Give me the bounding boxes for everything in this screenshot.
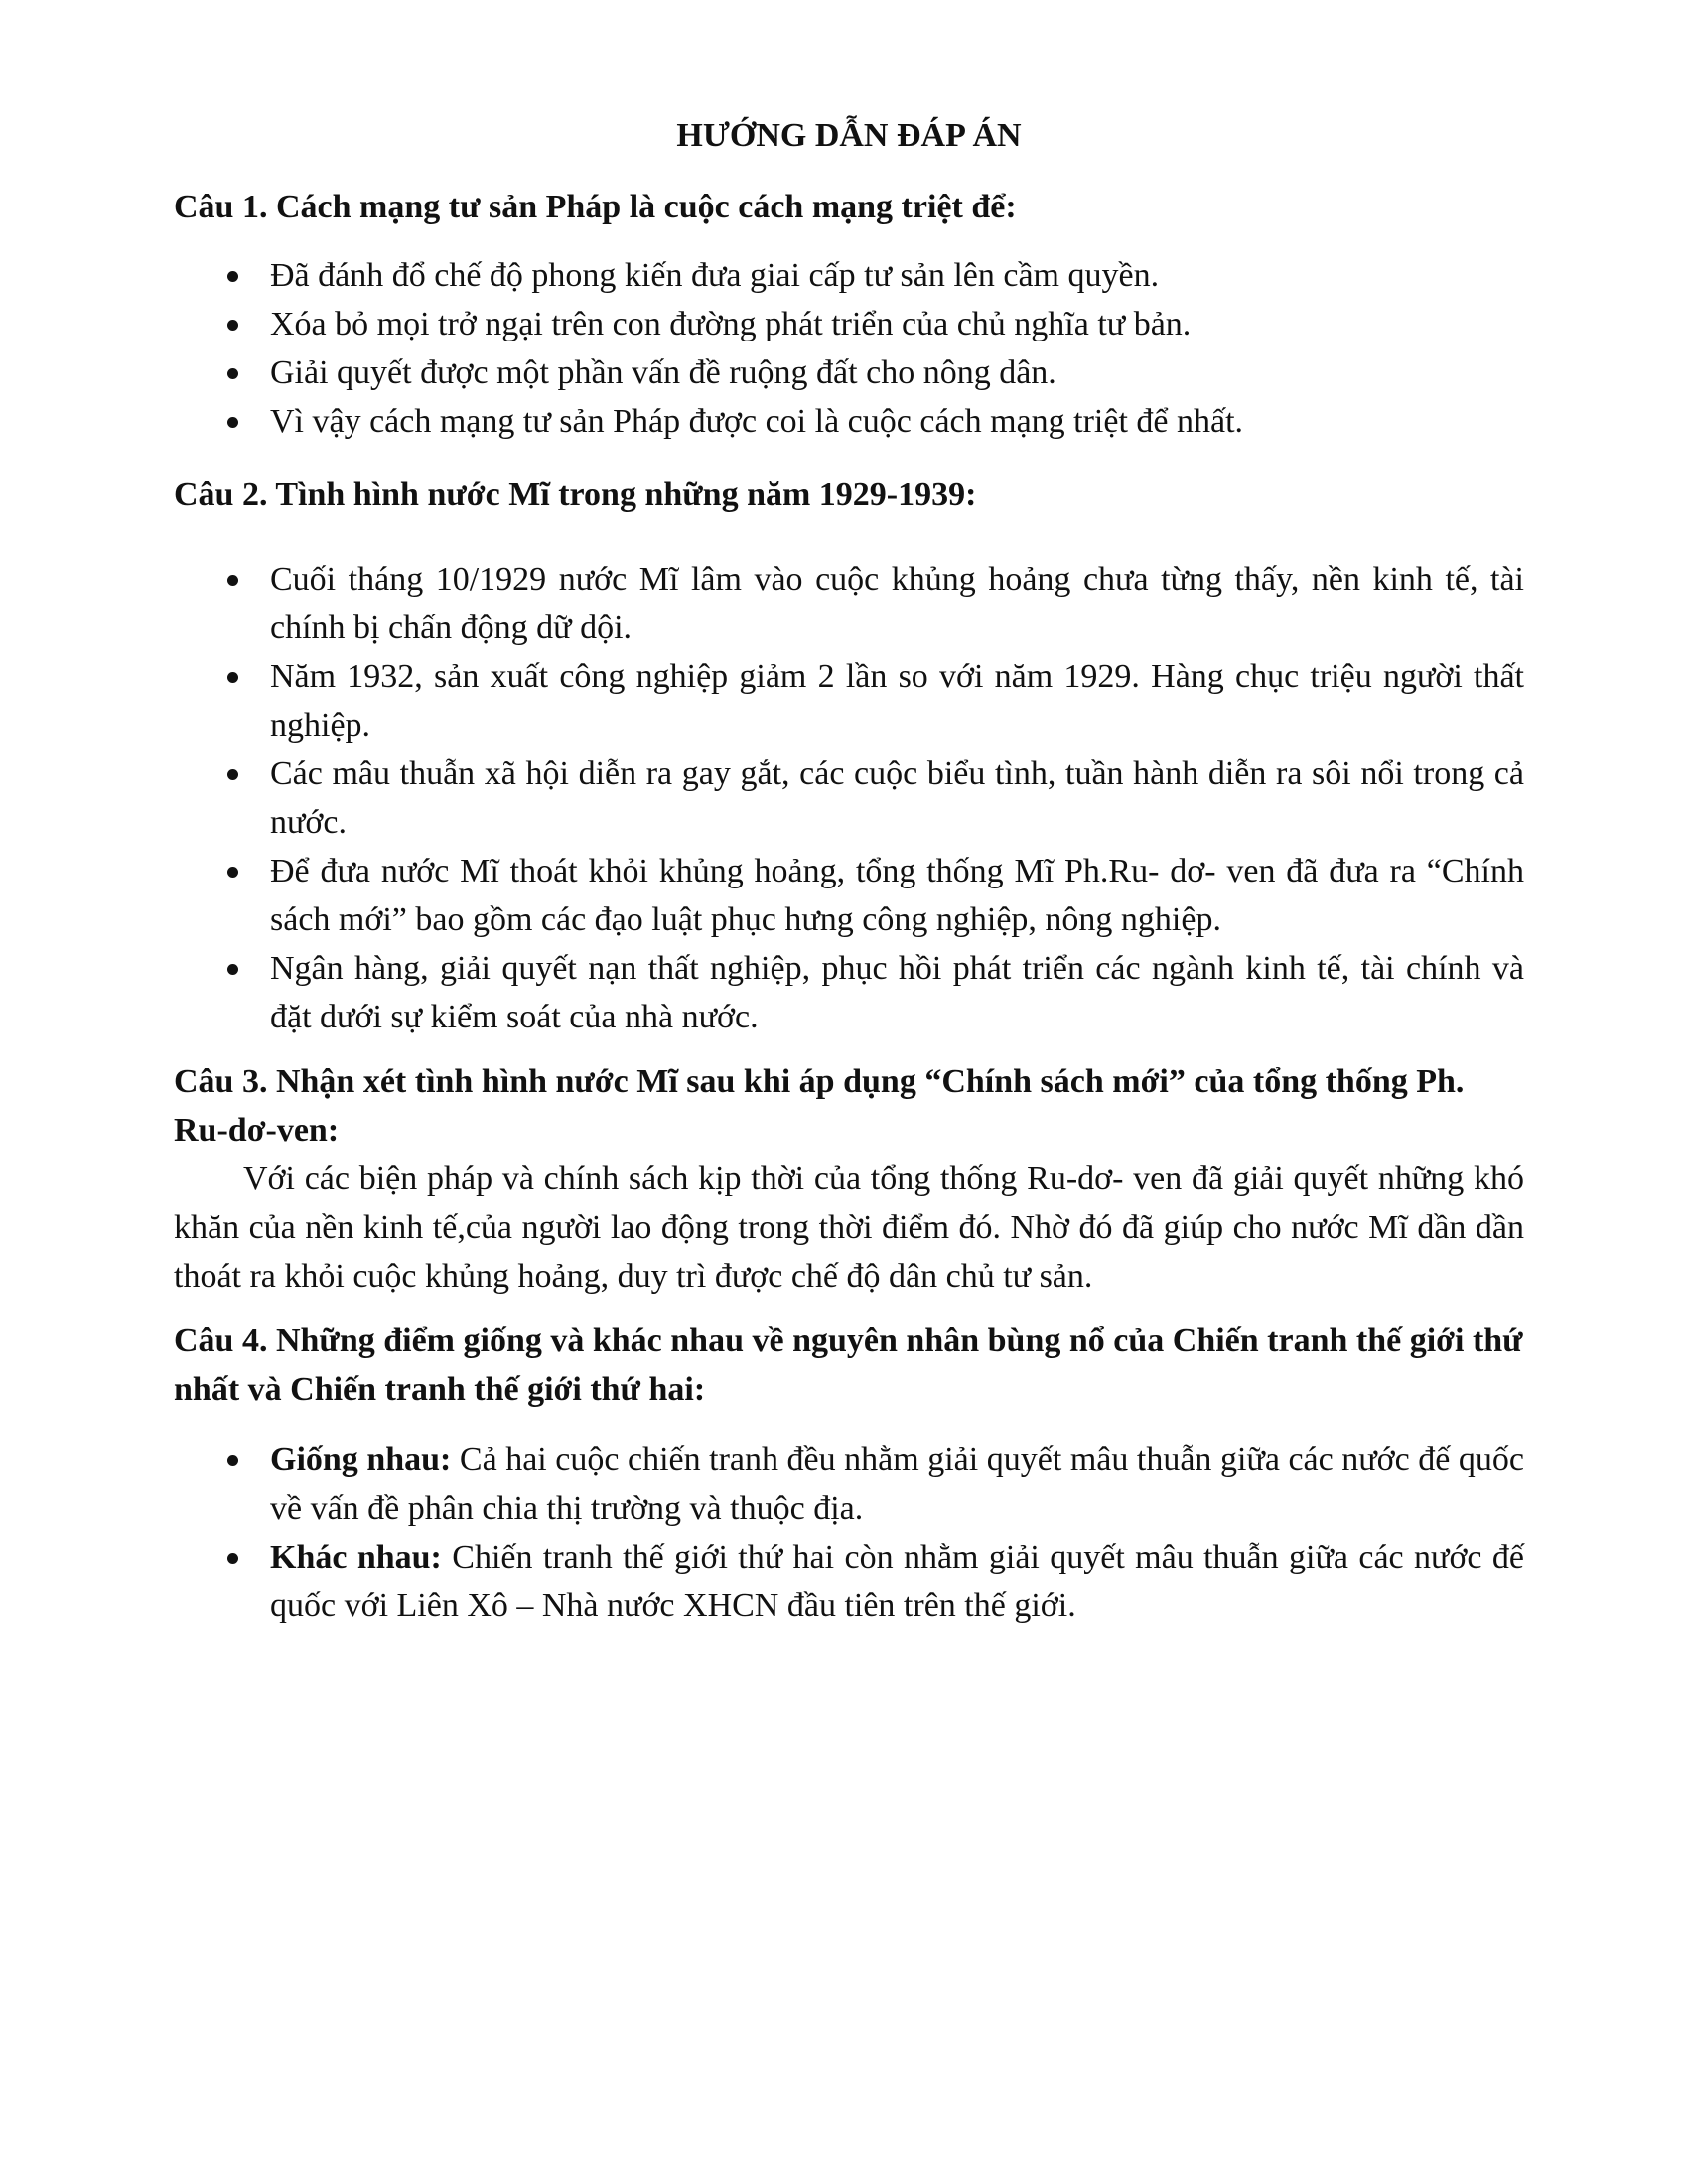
question-3-heading: Câu 3. Nhận xét tình hình nước Mĩ sau khi áp dụng “Chính sách mới” của tổng thống Ph. Ru-dơ-ven: [174,1063,1465,1149]
bullet-icon [227,575,238,586]
bullet-icon [227,1455,238,1466]
list-item: Vì vậy cách mạng tư sản Pháp được coi là cuộc cách mạng triệt để nhất. [174,397,1524,446]
question-1-heading: Câu 1. Cách mạng tư sản Pháp là cuộc cách mạng triệt để: [174,189,1017,225]
question-4-heading: Câu 4. Những điểm giống và khác nhau về nguyên nhân bùng nổ của Chiến tranh thế giới thứ nhất và Chiến tranh thế giới thứ hai: [174,1322,1523,1408]
list-item: Các mâu thuẫn xã hội diễn ra gay gắt, các cuộc biểu tình, tuần hành diễn ra sôi nổi trong cả nước. [174,750,1524,847]
bullet-icon [227,867,238,878]
list-item [174,1435,1524,1533]
differences-label: Khác nhau: [270,1539,442,1575]
list-item: Năm 1932, sản xuất công nghiệp giảm 2 lần so với năm 1929. Hàng chục triệu người thất nghiệp. [174,652,1524,750]
similarities-label: Giống nhau: [270,1441,452,1478]
document-title: HƯỚNG DẪN ĐÁP ÁN [676,117,1022,154]
bullet-icon [227,964,238,975]
bullet-icon [227,1553,238,1564]
differences-text: Chiến tranh thế giới thứ hai còn nhằm giải quyết mâu thuẫn giữa các nước đế quốc với Liên Xô – Nhà nước XHCN đầu tiên trên thế giới. [270,1539,1524,1624]
list-item: Xóa bỏ mọi trở ngại trên con đường phát triển của chủ nghĩa tư bản. [174,300,1524,348]
question-2-heading: Câu 2. Tình hình nước Mĩ trong những năm 1929-1939: [174,477,977,513]
question-4-list [174,1435,1524,1630]
question-3-answer: Với các biện pháp và chính sách kịp thời của tổng thống Ru-dơ- ven đã giải quyết những khó khăn của nền kinh tế,của người lao động trong thời điểm đó. Nhờ đó đã giúp cho nước Mĩ dần dần thoát ra khỏi cuộc khủng hoảng, duy trì được chế độ dân chủ tư sản. [174,1160,1524,1295]
question-1-list [174,251,1524,446]
list-item: Đã đánh đổ chế độ phong kiến đưa giai cấp tư sản lên cầm quyền. [174,251,1524,300]
bullet-icon [227,271,238,282]
bullet-icon [227,320,238,331]
bullet-icon [227,368,238,379]
list-item: Ngân hàng, giải quyết nạn thất nghiệp, phục hồi phát triển các ngành kinh tế, tài chính và đặt dưới sự kiểm soát của nhà nước. [174,944,1524,1041]
bullet-icon [227,417,238,428]
document-page [174,111,1524,1630]
list-item: Cuối tháng 10/1929 nước Mĩ lâm vào cuộc khủng hoảng chưa từng thấy, nền kinh tế, tài chính bị chấn động dữ dội. [174,555,1524,652]
bullet-icon [227,769,238,780]
list-item: Để đưa nước Mĩ thoát khỏi khủng hoảng, tổng thống Mĩ Ph.Ru- dơ- ven đã đưa ra “Chính sách mới” bao gồm các đạo luật phục hưng công nghiệp, nông nghiệp. [174,847,1524,944]
list-item: Giải quyết được một phần vấn đề ruộng đất cho nông dân. [174,348,1524,397]
bullet-icon [227,672,238,683]
similarities-text: Cả hai cuộc chiến tranh đều nhằm giải quyết mâu thuẫn giữa các nước đế quốc về vấn đề phân chia thị trường và thuộc địa. [270,1441,1524,1527]
question-2-list [174,555,1524,1041]
list-item [174,1533,1524,1630]
